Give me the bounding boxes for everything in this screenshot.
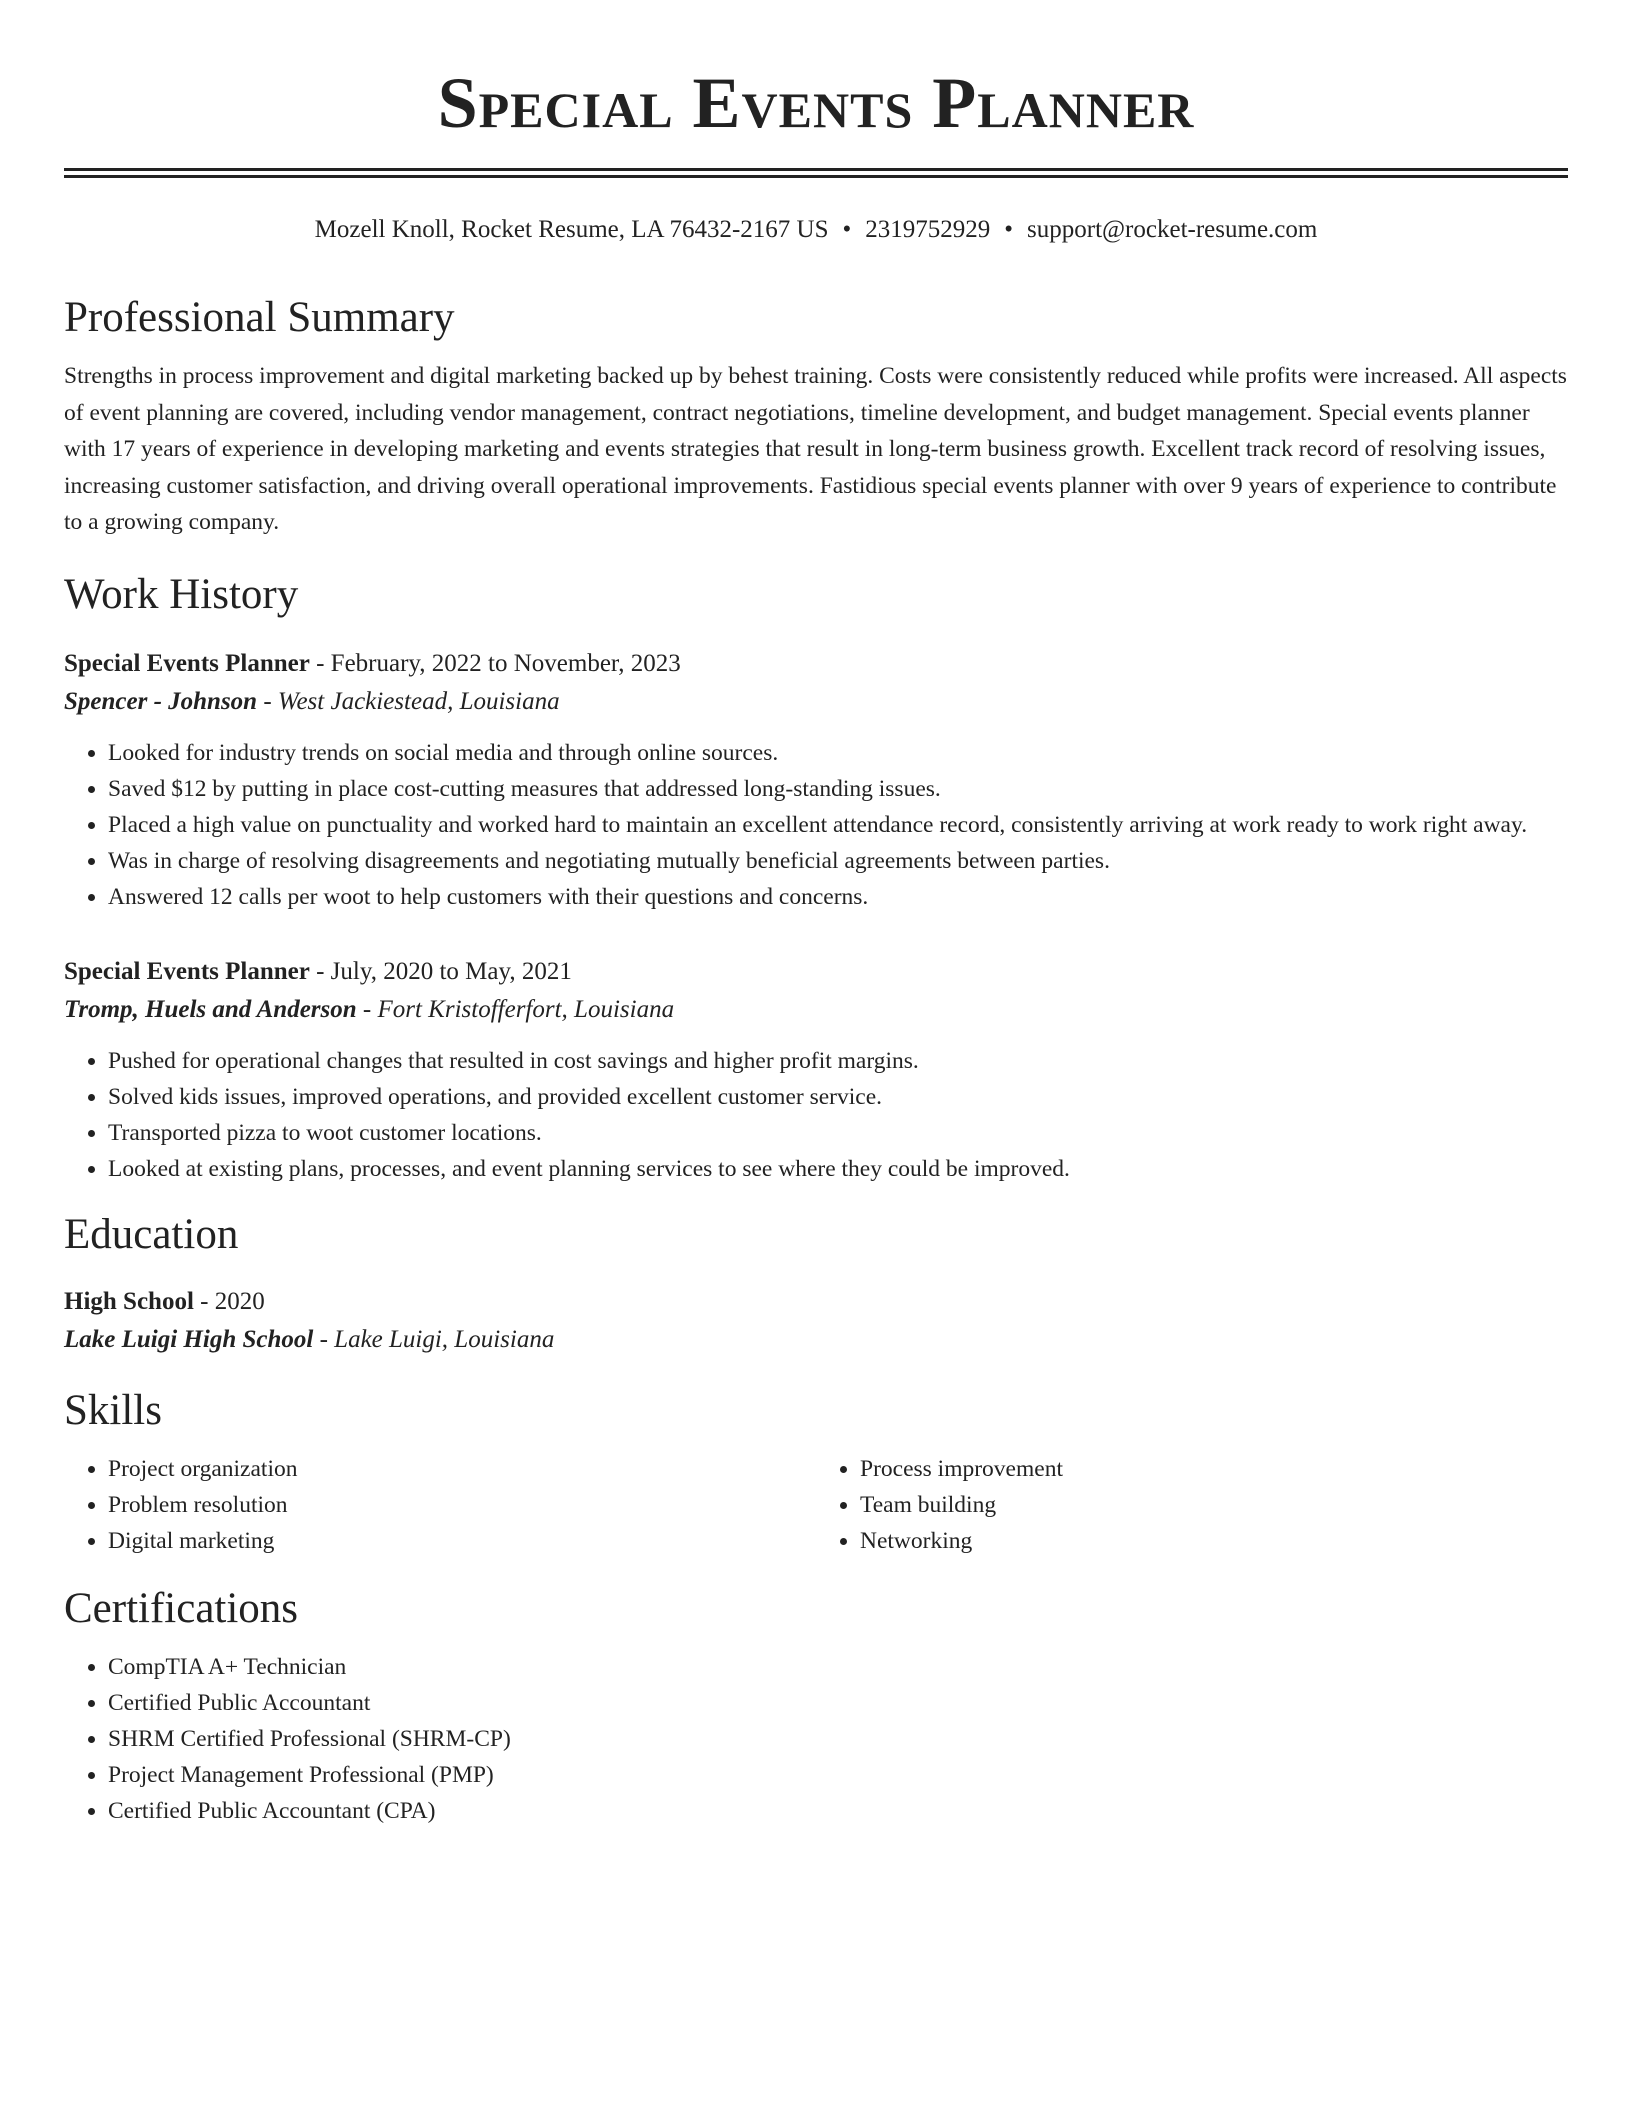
skill-item: • Project organization xyxy=(108,1451,816,1487)
job-bullet: • Pushed for operational changes that resulted in cost savings and higher profit margins. xyxy=(108,1043,1568,1079)
skill-item: • Process improvement xyxy=(860,1451,1568,1487)
contact-separator: • xyxy=(1004,216,1014,243)
job-location: - Fort Kristofferfort, Louisiana xyxy=(356,995,675,1023)
skill-item: • Problem resolution xyxy=(108,1487,816,1523)
contact-separator: • xyxy=(842,216,852,243)
work-history-heading: Work History xyxy=(64,570,299,618)
contact-phone: 2319752929 xyxy=(865,216,991,243)
job-title-line xyxy=(64,953,1568,991)
skill-item: • Networking xyxy=(860,1523,1568,1559)
job-bullet: • Placed a high value on punctuality and worked hard to maintain an excellent attendance record, consistently arriving at work ready to work right away. xyxy=(108,807,1568,843)
education-year: - 2020 xyxy=(193,1287,265,1315)
job-bullets xyxy=(64,735,1568,915)
certifications-heading: Certifications xyxy=(64,1584,299,1632)
skill-item: • Team building xyxy=(860,1487,1568,1523)
job-company: Tromp, Huels and Anderson xyxy=(64,995,357,1023)
education-degree: High School xyxy=(64,1287,194,1315)
job-entry xyxy=(64,953,1568,1187)
job-company-line xyxy=(64,991,1568,1029)
job-bullet: • Answered 12 calls per woot to help customers with their questions and concerns. xyxy=(108,879,1568,915)
job-bullet: • Looked for industry trends on social media and through online sources. xyxy=(108,735,1568,771)
education-location: - Lake Luigi, Louisiana xyxy=(313,1325,555,1353)
certification-item: • Certified Public Accountant xyxy=(108,1685,1568,1721)
education-entry xyxy=(64,1283,1568,1359)
job-bullets xyxy=(64,1043,1568,1187)
resume-title: Special Events Planner xyxy=(437,63,1195,143)
contact-line xyxy=(64,214,1568,246)
certification-item: • Certified Public Accountant (CPA) xyxy=(108,1793,1568,1829)
skills-heading: Skills xyxy=(64,1386,162,1434)
job-bullet: • Saved $12 by putting in place cost-cutting measures that addressed long-standing issues. xyxy=(108,771,1568,807)
education-school: Lake Luigi High School xyxy=(64,1325,314,1353)
contact-email: support@rocket-resume.com xyxy=(1027,216,1318,243)
skills-left-column xyxy=(64,1451,816,1559)
job-bullet: • Was in charge of resolving disagreements and negotiating mutually beneficial agreements between parties. xyxy=(108,843,1568,879)
job-company-line xyxy=(64,683,1568,721)
certifications-list xyxy=(64,1649,1568,1829)
certification-item: • Project Management Professional (PMP) xyxy=(108,1757,1568,1793)
job-bullet: • Transported pizza to woot customer locations. xyxy=(108,1115,1568,1151)
job-company: Spencer - Johnson xyxy=(64,687,258,715)
title-double-rule xyxy=(64,168,1568,178)
job-bullet: • Solved kids issues, improved operations, and provided excellent customer service. xyxy=(108,1079,1568,1115)
education-heading: Education xyxy=(64,1210,239,1258)
certification-item: • CompTIA A+ Technician xyxy=(108,1649,1568,1685)
education-degree-line xyxy=(64,1283,1568,1321)
job-dates: - July, 2020 to May, 2021 xyxy=(309,957,572,985)
job-location: - West Jackiestead, Louisiana xyxy=(257,687,560,715)
job-bullet: • Looked at existing plans, processes, and event planning services to see where they could be improved. xyxy=(108,1151,1568,1187)
job-dates: - February, 2022 to November, 2023 xyxy=(309,649,681,677)
job-title: Special Events Planner xyxy=(64,649,310,677)
job-title: Special Events Planner xyxy=(64,957,310,985)
skill-item: • Digital marketing xyxy=(108,1523,816,1559)
certification-item: • SHRM Certified Professional (SHRM-CP) xyxy=(108,1721,1568,1757)
skills-grid xyxy=(64,1451,1568,1559)
job-title-line xyxy=(64,645,1568,683)
summary-text: Strengths in process improvement and digital marketing backed up by behest training. Costs were consistently reduced while profits were increased. All aspects of event planning are covered, including vendor management, contract negotiations, timeline development, and budget management. Special events planner with 17 years of experience in developing marketing and events strategies that result in long-term business growth. Excellent track record of resolving issues, increasing customer satisfaction, and driving overall operational improvements. Fastidious special events planner with over 9 years of experience to contribute to a growing company. xyxy=(64,363,1567,536)
skills-right-column xyxy=(816,1451,1568,1559)
contact-address: Mozell Knoll, Rocket Resume, LA 76432-2167 US xyxy=(314,216,829,243)
education-school-line xyxy=(64,1321,1568,1359)
job-entry xyxy=(64,645,1568,915)
summary-heading: Professional Summary xyxy=(64,294,455,341)
